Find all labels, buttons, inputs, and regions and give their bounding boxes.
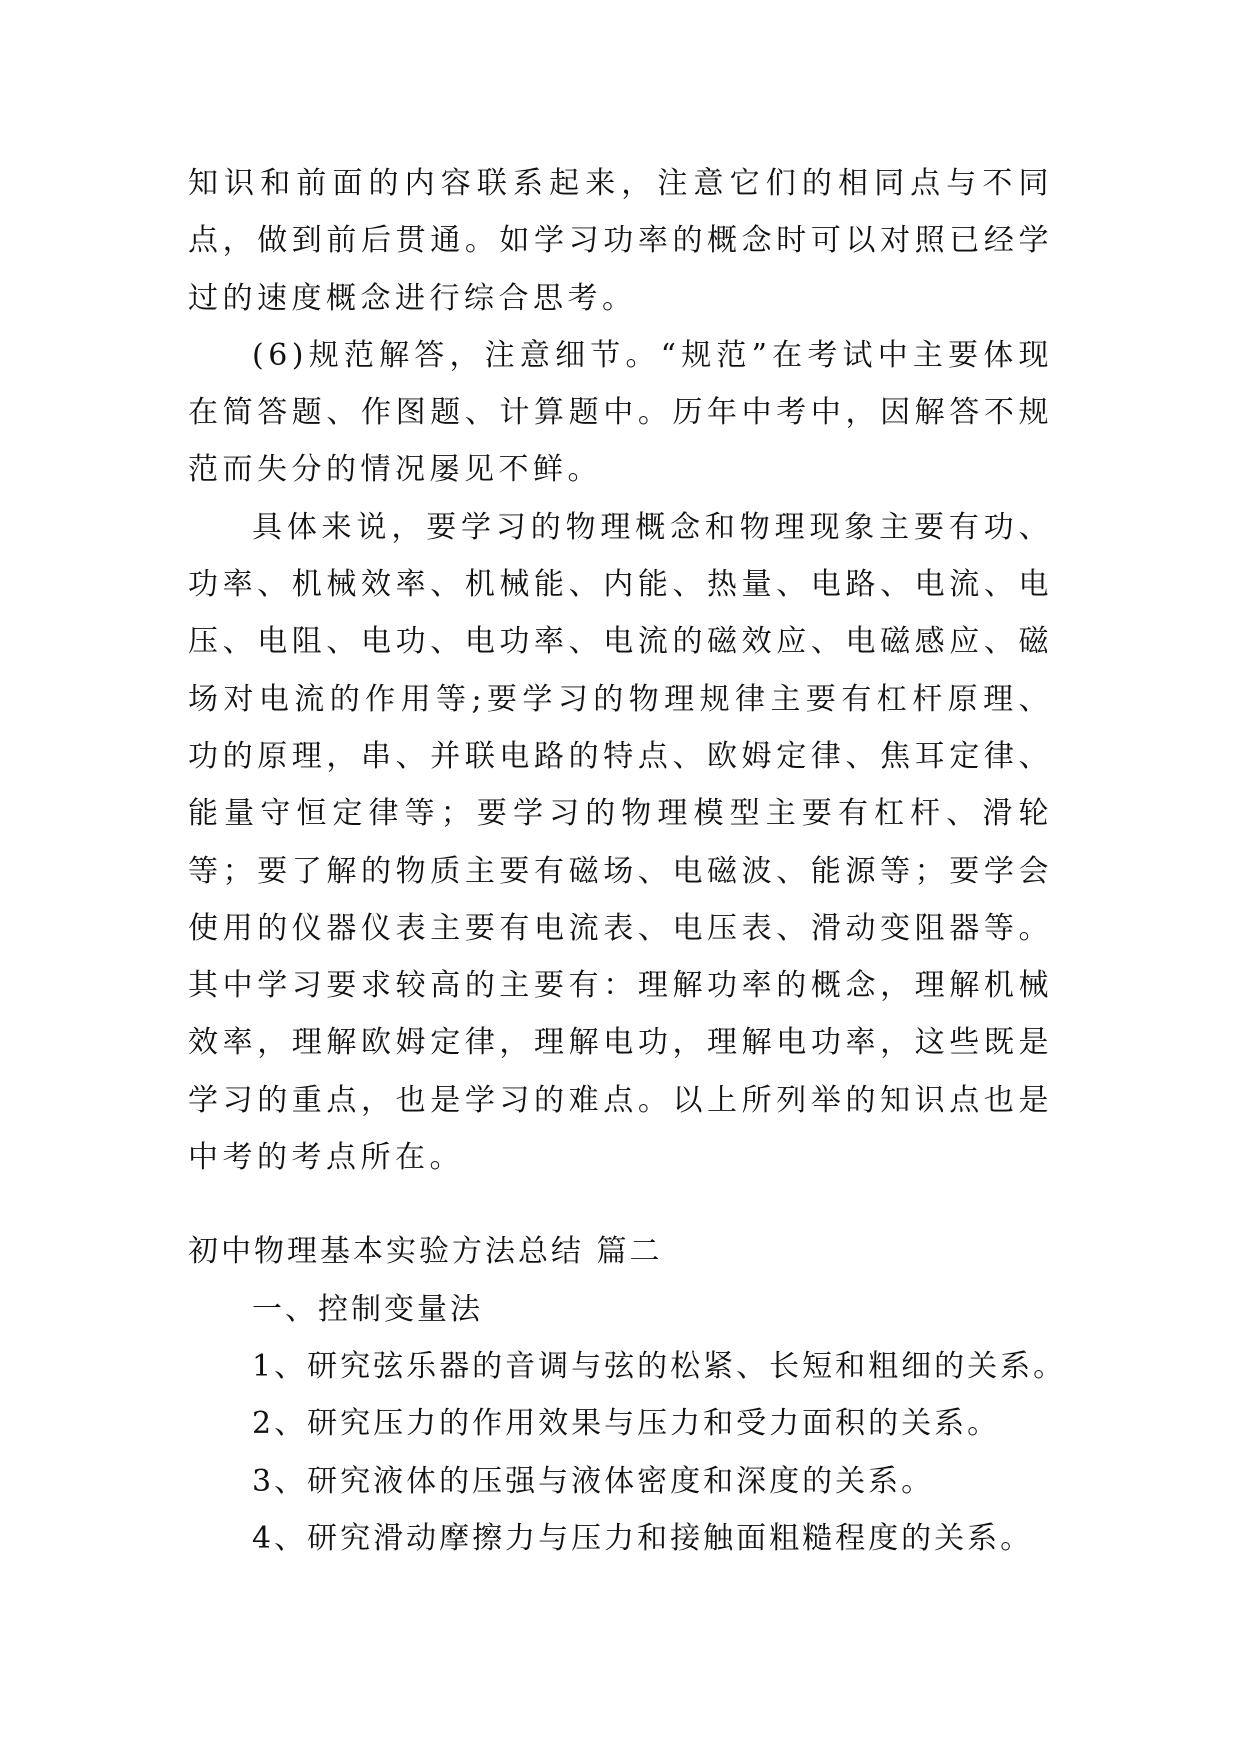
paragraph-continuation: 知识和前面的内容联系起来，注意它们的相同点与不同点，做到前后贯通。如学习功率的概念时可以对照已经学过的速度概念进行综合思考。 <box>188 166 1053 316</box>
paragraph-key-concepts: 具体来说，要学习的物理概念和物理现象主要有功、功率、机械效率、机械能、内能、热量、电路、电流、电压、电阻、电功、电功率、电流的磁效应、电磁感应、磁场对电流的作用等;要学习的物理规律主要有杠杆原理、功的原理，串、并联电路的特点、欧姆定律、焦耳定律、能量守恒定律等；要学习的物理模型主要有杠杆、滑轮等；要了解的物质主要有磁场、电磁波、能源等；要学会使用的仪器仪表主要有电流表、电压表、滑动变阻器等。其中学习要求较高的主要有：理解功率的概念，理解机械效率，理解欧姆定律，理解电功，理解电功率，这些既是学习的重点，也是学习的难点。以上所列举的知识点也是中考的考点所在。 <box>188 509 1053 1176</box>
subsection-heading: 一、控制变量法 <box>252 1291 483 1327</box>
list-item: 1、研究弦乐器的音调与弦的松紧、长短和粗细的关系。 <box>252 1348 1067 1384</box>
list-item: 4、研究滑动摩擦力与压力和接触面粗糙程度的关系。 <box>252 1520 1034 1556</box>
document-body <box>188 155 1067 1567</box>
paragraph-standard-answers: (6)规范解答，注意细节。“规范”在考试中主要体现在简答题、作图题、计算题中。历年中考中，因解答不规范而失分的情况屡见不鲜。 <box>188 337 1053 488</box>
list-item: 2、研究压力的作用效果与压力和受力面积的关系。 <box>252 1406 1001 1442</box>
list-item: 3、研究液体的压强与液体密度和深度的关系。 <box>252 1463 935 1499</box>
section-title: 初中物理基本实验方法总结 篇二 <box>188 1234 663 1270</box>
